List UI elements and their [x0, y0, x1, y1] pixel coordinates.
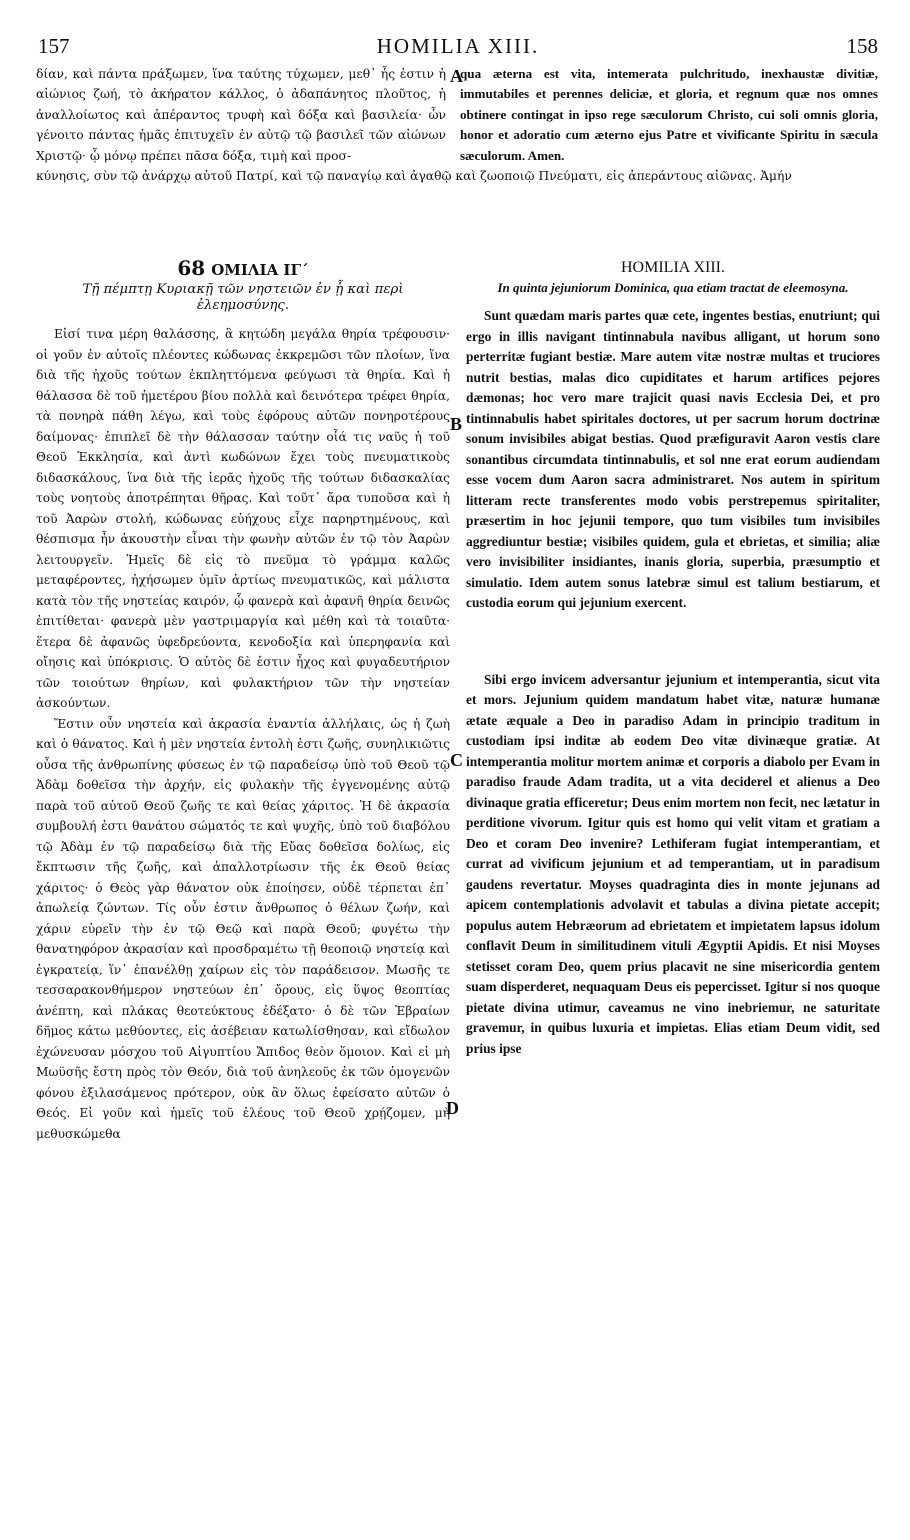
greek-homily-title	[36, 258, 450, 280]
running-header	[38, 34, 878, 58]
latin-column	[466, 258, 880, 1059]
page-number-right: 158	[846, 34, 878, 58]
homily-number: 68	[177, 256, 206, 280]
greek-paragraph-1: Εἰσί τινα μέρη θαλάσσης, ἃ κητώδη μεγάλα θηρία τρέφουσιν· οἱ γοῦν ἐν αὐτοῖς πλέοντες κώδωνας ἐκκρεμῶσι τῶν πλοίων, ἵνα διὰ τῆς ἠχοῦς τούτων ἐκπληττόμενα φεύγωσι τὰ θηρία. Καὶ ἡ θάλασσα δὲ τοῦ ἡμετέρου βίου πολλὰ καὶ δεινότερα τρέφει θηρία, τὰ πονηρὰ πάθη λέγω, καὶ τοὺς ἐφόρους αὐτῶν πονηροτέρους δαίμονας· ἐπιπλεῖ δὲ τὴν θάλασσαν ταύτην οἷά τις ναῦς ἡ τοῦ Θεοῦ Ἐκκλησία, καὶ ἀντὶ κωδώνων ἔχει τοὺς πνευματικοὺς διδασκάλους, ἵνα διὰ τῆς ἱερᾶς ἠχοῦς τῆς τούτων διδασκαλίας τοὺς νοητοὺς ἀποτρέπηται θῆρας. Καὶ τοῦτ᾽ ἄρα τυποῦσα καὶ ἡ τοῦ Ἀαρὼν στολή, κώδωνας εὐήχους εἶχε παρηρτημένους, καὶ θέσπισμα ἦν ἀκουστὴν εἶναι τὴν φωνὴν αὐτῶν ἐν τῷ τὸν Ἀαρὼν λειτουργεῖν. Ἡμεῖς δὲ εἰς τὸ πνεῦμα τὸ γράμμα καλῶς μεταφέροντες, ἠχήσωμεν ὑμῖν ἀρτίως πνευματικῶς, καὶ μάλιστα κατὰ τὸν τῆς νηστείας καιρόν, ᾧ φανερὰ καὶ ἀφανῆ θηρία δεινῶς ἐπιτίθεται· φανερὰ μὲν γαστριμαργία καὶ μέθη καὶ τὰ τοιαῦτα· ἕτερα δὲ ἀφανῶς ὑφεδρεύοντα, κενοδοξία καὶ ὑπερηφανία καὶ οἴησις καὶ ὑπόκρισις. Ὁ αὐτὸς δὲ ἐστιν ἦχος καὶ φυγαδευτήριον τῶν τοιούτων θηρίων, καὶ φυλακτήριον τῶν τὴν νηστείαν ἀσκούντων.	[36, 327, 450, 710]
running-title: HOMILIA XIII.	[376, 34, 540, 58]
greek-title-text: ΟΜΙΛΙΑ ΙΓ´	[211, 261, 309, 279]
page-number-left: 157	[38, 34, 70, 58]
latin-subtitle: In quinta jejuniorum Dominica, qua etiam tractat de eleemosyna.	[497, 280, 849, 295]
greek-paragraph-2: Ἔστιν οὖν νηστεία καὶ ἀκρασία ἐναντία ἀλλήλαις, ὡς ἡ ζωὴ καὶ ὁ θάνατος. Καὶ ἡ μὲν νηστεία ἐντολὴ ἐστι ζωῆς, συνηλικιῶτις οὖσα τῆς ἀνθρωπίνης φύσεως ἐν τῷ παραδείσῳ ὑπὸ τοῦ Θεοῦ τῷ Ἀδὰμ δοθεῖσα τὴν ἀρχήν, εἰς φυλακὴν τῆς ἐγγενομένης αὐτῷ παρὰ τοῦ αὐτοῦ Θεοῦ ζωῆς τε καὶ θείας χάριτος. Ἡ δὲ ἀκρασία συμβουλή ἐστι θανάτου σώματός τε καὶ ψυχῆς, ὑπὸ τοῦ διαβόλου τῷ Ἀδὰμ ἐν τῷ παραδείσῳ διὰ τῆς Εὔας δοθεῖσα δολίως, εἰς ἔκπτωσιν τῆς ζωῆς, καὶ ἀπαλλοτρίωσιν τῆς ἐκ Θεοῦ θείας χάριτος· ὁ Θεὸς γὰρ θάνατον οὐκ ἐποίησεν, οὐδὲ τέρπεται ἐπ᾽ ἀπωλείᾳ ζώντων. Τίς οὖν ἐστιν ἄνθρωπος ὁ θέλων ζωήν, καὶ χάριν εὑρεῖν τὴν ἐν τῷ Θεῷ καὶ παρὰ Θεοῦ; φυγέτω τὴν θανατηφόρον ἀκρασίαν καὶ προσδραμέτω τῇ θεοποιῷ νηστείᾳ καὶ ἐγκρατείᾳ, ἵν᾽ ἐπανέλθῃ χαίρων εἰς τὸν παράδεισον. Μωσῆς τε τεσσαρακονθήμερον νηστεύων ἐπ᾽ ὄρους, εἰς ὕψος θεοπτίας ἀνέπτη, καὶ πλάκας θεοτεύκτους ἐδέξατο· ὁ δὲ τῶν Ἑβραίων δῆμος κάτω μεθύοντες, εἰς ἀσέβειαν κατωλίσθησαν, καὶ εἴδωλον ἐχώνευσαν μόσχου τοῦ Αἰγυπτίου Ἄπιδος θεὸν ὅμοιον. Καὶ εἰ μὴ Μωϋσῆς ἔστη πρὸς τὸν Θεόν, διὰ τοῦ ἀνηλεοῦς ἐκ τῶν ὁμογενῶν φόνου ἐξιλασάμενος πρότερον, οὐκ ἂν ὅλως ἐφείσατο αὐτῶν ὁ Θεός. Εἰ γοῦν καὶ ἡμεῖς τοῦ ἐλέους τοῦ Θεοῦ χρῄζομεν, μὴ μεθυσκώμεθα	[36, 716, 450, 1141]
margin-letter-b: B	[450, 414, 463, 434]
greek-subtitle: Τῇ πέμπτῃ Κυριακῇ τῶν νηστειῶν ἐν ᾗ καὶ περὶ ἐλεημοσύνης.	[82, 282, 404, 313]
paragraph-gap	[466, 614, 880, 670]
margin-letter-a: A	[450, 66, 463, 86]
greek-ending: δίαν, καὶ πάντα πράξωμεν, ἵνα ταύτης τύχωμεν, μεθ᾽ ἧς ἐστιν ἡ αἰώνιος ζωή, τὸ ἀκήρατον κάλλος, ὁ ἀδαπάνητος πλοῦτος, ἡ ἀναλλοίωτος καὶ ἀπέραντος τρυφὴ καὶ δόξα καὶ βασιλεία· ὧν γένοιτο πάντας ἡμᾶς ἐπιτυχεῖν ἐν αὐτῷ τῷ βασιλεῖ τῶν αἰώνων Χριστῷ· ᾧ μόνῳ πρέπει πᾶσα δόξα, τιμὴ καὶ προσ-	[36, 67, 446, 163]
latin-homily-title: HOMILIA XIII.	[621, 259, 725, 276]
margin-letter-c: C	[450, 750, 463, 770]
margin-letter-d: D	[446, 1098, 459, 1118]
latin-ending: qua æterna est vita, intemerata pulchritudo, inexhaustæ divitiæ, immutabiles et perennes deliciæ, et gloria, et regnum quæ nos omnes obtinere contingat in ipso rege sæculorum Christo, cui soli omnis gloria, honor et adoratio cum æterno ejus Patre et vivificante Spiritu in sæcula sæculorum. Amen.	[460, 66, 878, 163]
greek-column	[36, 258, 450, 1144]
latin-paragraph-2: Sibi ergo invicem adversantur jejunium et intemperantia, sicut vita et mors. Jejunium quidem mandatum habet vitæ, naturæ humanæ ætate æquale a Deo in paradiso Adam in principio traditum in custodiam ipsi inditæ ab eodem Deo vitæ divinæque gratiæ. At intemperantia molitur mortem animæ et corporis a diabolo per Evam in paradiso fraude Adam tradita, ut a vita deciderel et alienus a Deo divinaque gratia efficeretur; Deus enim mortem non fecit, nec lætatur in perditione vivorum. Igitur quis est homo qui velit vitam et gratiam a Deo et coram Deo invenire? Lethiferam fugiat intemperantiam, et currat ad vivificum jejunium et ad temperantiam, ut in paradisum gaudens revertatur. Moyses quadraginta dies in monte jejunans ad apicem contemplationis advolavit et tabulas a divina pietate accepit; populus autem Hebræorum ad ebrietatem et impietatem lapsus idolum conflavit Deum in similitudinem vituli Ægyptii Apidis. Et nisi Moyses stetisset coram Deo, quem prius placavit ne sine misericordia gentem suam disperderet, nequaquam Deus eis pepercisset. Igitur si nos quoque pietate divina utimur, caveamus ne vino inebriemur, ne saturitate gravemur, in quibus luxuria et impietas. Elias etiam Deum vidit, sed prius ipse	[466, 671, 880, 1056]
latin-paragraph-1: Sunt quædam maris partes quæ cete, ingentes bestias, enutriunt; qui ergo in illis navigant tintinnabula navibus alligant, ut horum sono perterritæ fugiant bestiæ. Mare autem vitæ nostræ multas et truciores nutrit bestias, malas dico cupiditates et harum artifices pejores dæmonas; hoc vero mare trajicit quasi navis Ecclesia Dei, et pro tintinnabulis habet spiritales doctores, ut per sacrum horum doctrinæ sonum invisibiles abigat bestias. Quod præfiguravit Aaron vestis clare sonantibus circumdata tintinnabulis, et sol nne erat eorum audiendam esse vocem dum Aaron sacra administraret. Nos autem in spiritum litteram recte transferentes modo vobis perstrepemus spiritaliter, præsertim in hoc jejunii tempore, quo tum visibiles tum invisibiles aggrediuntur bestiæ; visibiles quidem, gula et ebrietas, et similia; aliæ vero invisibiliter insidiantes, inanis gloria, superbia, præsumptio et simulatio. Idem autem sonus latebræ simul est talium bestiarum, et custodia eorum qui jejunium exercent.	[466, 308, 880, 610]
greek-ending-tail: κύνησις, σὺν τῷ ἀνάρχῳ αὐτοῦ Πατρί, καὶ τῷ παναγίῳ καὶ ἀγαθῷ καὶ ζωοποιῷ Πνεύματι, εἰς ἀπεράντους αἰῶνας. Ἀμήν	[36, 169, 792, 184]
